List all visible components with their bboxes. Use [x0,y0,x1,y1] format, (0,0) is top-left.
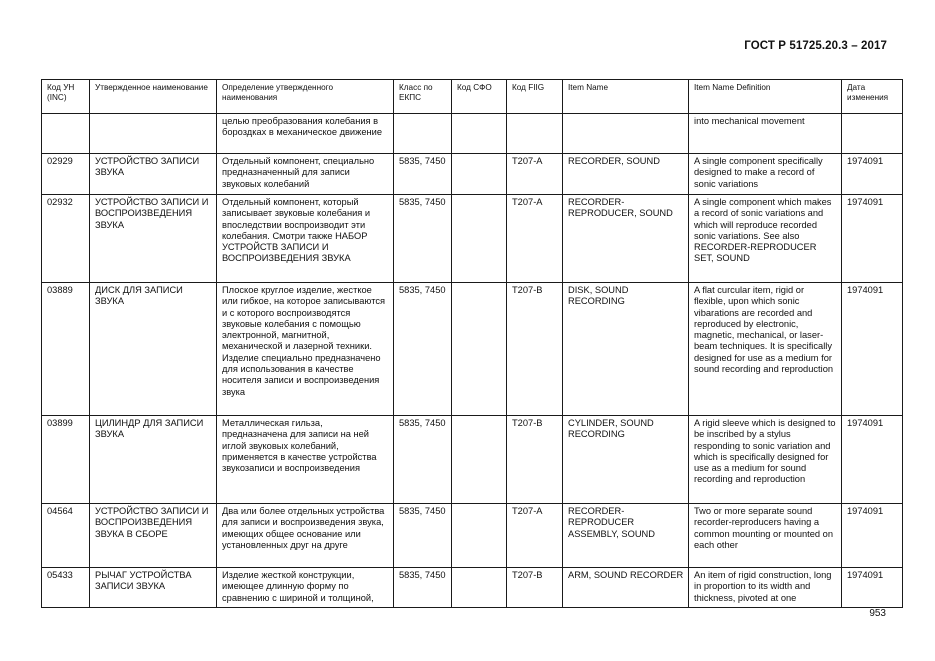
cell-name: ЦИЛИНДР ДЛЯ ЗАПИСИ ЗВУКА [90,416,217,504]
cell-item-def: A single component which makes a record of sonic variations and which will reproduce recorded sonic variations. See also RECORDER-REPRODUCER SET, SOUND [689,195,842,283]
cell-class: 5835, 7450 [394,416,452,504]
cell-item-name: RECORDER-REPRODUCER ASSEMBLY, SOUND [563,504,689,568]
cell-fiig: T207-A [507,504,563,568]
cell-date: 1974091 [842,154,903,195]
cell-inc: 02932 [42,195,90,283]
col-header-fiig: Код FIIG [507,80,563,114]
cell-inc: 04564 [42,504,90,568]
cell-sfo [452,114,507,154]
cell-item-name: CYLINDER, SOUND RECORDING [563,416,689,504]
cell-fiig: T207-A [507,195,563,283]
col-header-name: Утвержденное наименование [90,80,217,114]
cell-date: 1974091 [842,416,903,504]
cell-fiig: T207-B [507,283,563,416]
cell-date: 1974091 [842,568,903,608]
cell-class: 5835, 7450 [394,504,452,568]
table-row [42,416,903,504]
cell-name: УСТРОЙСТВО ЗАПИСИ И ВОСПРОИЗВЕДЕНИЯ ЗВУКА В СБОРЕ [90,504,217,568]
cell-definition: Изделие жесткой конструкции, имеющее длинную форму по сравнению с шириной и толщиной, [217,568,394,608]
cell-date: 1974091 [842,283,903,416]
cell-inc: 02929 [42,154,90,195]
cell-inc: 05433 [42,568,90,608]
col-header-item-def: Item Name Definition [689,80,842,114]
cell-item-name [563,114,689,154]
cell-name [90,114,217,154]
cell-fiig: T207-B [507,416,563,504]
col-header-inc: Код УН (INC) [42,80,90,114]
page-number: 953 [869,608,886,619]
cell-class: 5835, 7450 [394,283,452,416]
cell-fiig: T207-B [507,568,563,608]
col-header-sfo: Код СФО [452,80,507,114]
table-row [42,568,903,608]
table-row [42,504,903,568]
cell-sfo [452,504,507,568]
col-header-item-name: Item Name [563,80,689,114]
cell-date [842,114,903,154]
cell-item-def: A flat curcular item, rigid or flexible, upon which sonic vibarations are recorded and reproduced by electronic, magnetic, mechanical, or laser-beam techniques. It is specifically designed for use as a medium for sound recording and reproduction [689,283,842,416]
cell-definition: Два или более отдельных устройства для записи и воспроизведения звука, имеющих общее основание или установленных друг на друге [217,504,394,568]
cell-definition: Отдельный компонент, который записывает звуковые колебания и впоследствии воспроизводит эти колебания. Смотри также НАБОР УСТРОЙСТВ ЗАПИСИ И ВОСПРОИЗВЕДЕНИЯ ЗВУКА [217,195,394,283]
table-row [42,195,903,283]
table-header-row [42,80,903,114]
cell-item-def: A single component specifically designed to make a record of sonic variations [689,154,842,195]
cell-date: 1974091 [842,195,903,283]
cell-class: 5835, 7450 [394,195,452,283]
col-header-class: Класс по ЕКПС [394,80,452,114]
cell-fiig [507,114,563,154]
cell-fiig: T207-A [507,154,563,195]
cell-item-name: RECORDER, SOUND [563,154,689,195]
cell-class: 5835, 7450 [394,568,452,608]
table-row [42,154,903,195]
table-row [42,114,903,154]
cell-name: РЫЧАГ УСТРОЙСТВА ЗАПИСИ ЗВУКА [90,568,217,608]
cell-inc: 03889 [42,283,90,416]
cell-name: УСТРОЙСТВО ЗАПИСИ ЗВУКА [90,154,217,195]
cell-item-def: A rigid sleeve which is designed to be inscribed by a stylus responding to sonic variation and which is specifically designed for use as a medium for sound recording and reproduction [689,416,842,504]
cell-inc [42,114,90,154]
cell-item-def: Two or more separate sound recorder-reproducers having a common mounting or mounted on each other [689,504,842,568]
cell-class [394,114,452,154]
col-header-definition: Определение утвержденного наименования [217,80,394,114]
cell-sfo [452,416,507,504]
cell-sfo [452,154,507,195]
cell-sfo [452,568,507,608]
cell-date: 1974091 [842,504,903,568]
cell-definition: Отдельный компонент, специально предназначенный для записи звуковых колебаний [217,154,394,195]
cell-item-def: An item of rigid construction, long in proportion to its width and thickness, pivoted at one [689,568,842,608]
document-standard-header: ГОСТ Р 51725.20.3 – 2017 [744,40,887,52]
cell-sfo [452,195,507,283]
cell-name: УСТРОЙСТВО ЗАПИСИ И ВОСПРОИЗВЕДЕНИЯ ЗВУКА [90,195,217,283]
catalog-table [41,79,903,608]
cell-inc: 03899 [42,416,90,504]
cell-item-def: into mechanical movement [689,114,842,154]
cell-definition: Плоское круглое изделие, жесткое или гибкое, на которое записываются и с которого воспроизводятся звуковые колебания с помощью электронной, магнитной, механической и лазерной техники. Изделие специально предназначено для использования в качестве носителя записи и воспроизведения звука [217,283,394,416]
cell-item-name: RECORDER-REPRODUCER, SOUND [563,195,689,283]
cell-item-name: DISK, SOUND RECORDING [563,283,689,416]
col-header-date: Дата изменения [842,80,903,114]
cell-definition: целью преобразования колебания в бороздках в механическое движение [217,114,394,154]
cell-class: 5835, 7450 [394,154,452,195]
cell-sfo [452,283,507,416]
cell-definition: Металлическая гильза, предназначена для записи на ней иглой звуковых колебаний, применяется в качестве устройства звукозаписи и воспроизведения [217,416,394,504]
cell-item-name: ARM, SOUND RECORDER [563,568,689,608]
table-row [42,283,903,416]
cell-name: ДИСК ДЛЯ ЗАПИСИ ЗВУКА [90,283,217,416]
